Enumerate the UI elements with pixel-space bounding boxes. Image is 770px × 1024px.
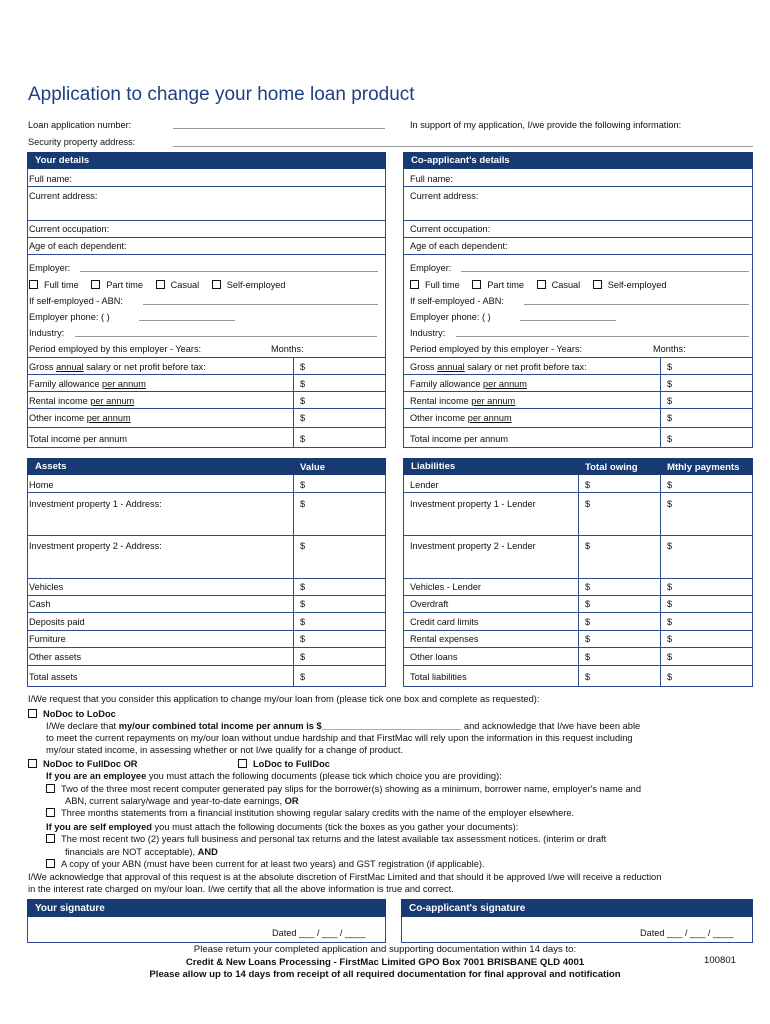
industry-field[interactable] bbox=[75, 336, 377, 337]
security-address-field[interactable] bbox=[173, 146, 753, 147]
employer-field[interactable] bbox=[80, 271, 378, 272]
liability-payment[interactable]: $ bbox=[667, 617, 673, 627]
asset-row-value[interactable]: $ bbox=[300, 541, 306, 551]
liability-owing[interactable]: $ bbox=[585, 617, 591, 627]
abn-field[interactable] bbox=[143, 304, 378, 305]
dependents-label: Age of each dependent: bbox=[29, 241, 127, 251]
co-total-income-dollar[interactable]: $ bbox=[667, 434, 673, 444]
rental-income-dollar[interactable]: $ bbox=[300, 396, 306, 406]
co-industry-field[interactable] bbox=[456, 336, 749, 337]
co-other-income-label: Other income per annum bbox=[410, 413, 512, 423]
family-allowance-label: Family allowance per annum bbox=[29, 379, 146, 389]
current-occupation-label: Current occupation: bbox=[29, 224, 110, 234]
loan-number-label: Loan application number: bbox=[28, 120, 132, 130]
co-rental-income-dollar[interactable]: $ bbox=[667, 396, 673, 406]
nodoc-to-lodoc-checkbox[interactable] bbox=[28, 709, 37, 718]
employee-instructions: If you are an employee you must attach the following documents (please tick which choice you are providing): bbox=[46, 771, 502, 781]
casual-checkbox[interactable] bbox=[156, 280, 165, 289]
acknowledgement-line2: in the interest rate charged on my/our loan. I/we certify that all the above information is true and correct. bbox=[28, 884, 454, 894]
asset-row-label: Home bbox=[29, 480, 54, 490]
total-assets-label: Total assets bbox=[29, 672, 78, 682]
employer-label: Employer: bbox=[29, 263, 71, 273]
coapplicant-signature-dated[interactable]: Dated ___ / ___ / ____ bbox=[640, 928, 734, 938]
nodoc-to-fulldoc-checkbox[interactable] bbox=[28, 759, 37, 768]
support-text: In support of my application, I/we provide the following information: bbox=[410, 120, 682, 130]
total-income-label: Total income per annum bbox=[29, 434, 128, 444]
lodoc-to-fulldoc-checkbox[interactable] bbox=[238, 759, 247, 768]
co-employer-phone-label: Employer phone: ( ) bbox=[410, 312, 491, 322]
asset-row-label: Cash bbox=[29, 599, 51, 609]
co-casual-checkbox[interactable] bbox=[537, 280, 546, 289]
monthly-payments-header: Mthly payments bbox=[667, 462, 740, 473]
co-employer-label: Employer: bbox=[410, 263, 452, 273]
co-current-occupation-label: Current occupation: bbox=[410, 224, 491, 234]
asset-row-label: Investment property 2 - Address: bbox=[29, 541, 162, 551]
asset-row-label: Vehicles bbox=[29, 582, 64, 592]
co-full-name-label: Full name: bbox=[410, 174, 453, 184]
co-family-allowance-dollar[interactable]: $ bbox=[667, 379, 673, 389]
loan-number-field[interactable] bbox=[173, 128, 385, 129]
self-employed-checkbox[interactable] bbox=[212, 280, 221, 289]
liability-payment[interactable]: $ bbox=[667, 541, 673, 551]
liability-payment[interactable]: $ bbox=[667, 499, 673, 509]
industry-label: Industry: bbox=[29, 328, 65, 338]
liability-row-label: Vehicles - Lender bbox=[410, 582, 481, 592]
co-dependents-label: Age of each dependent: bbox=[410, 241, 508, 251]
coapplicant-signature-header: Co-applicant's signature bbox=[401, 899, 753, 917]
asset-row-value[interactable]: $ bbox=[300, 480, 306, 490]
asset-row-value[interactable]: $ bbox=[300, 582, 306, 592]
footer-return-note: Please return your completed application and supporting documentation within 14 days to: bbox=[193, 944, 577, 955]
casual-option[interactable]: Casual bbox=[156, 280, 200, 290]
liability-row-label: Other loans bbox=[410, 652, 458, 662]
gross-salary-dollar[interactable]: $ bbox=[300, 362, 306, 372]
liability-row-label: Overdraft bbox=[410, 599, 449, 609]
full-time-checkbox[interactable] bbox=[29, 280, 38, 289]
part-time-option[interactable]: Part time bbox=[91, 280, 143, 290]
lodoc-declaration-line3: my/our stated income, in assessing whether or not I/we qualify for a change of product. bbox=[46, 745, 404, 755]
other-income-label: Other income per annum bbox=[29, 413, 131, 423]
asset-row-label: Furniture bbox=[29, 634, 66, 644]
lodoc-declaration-line2: to meet the current repayments on my/our loan without undue hardship and that FirstMac will rely upon the information in this request including bbox=[46, 733, 633, 743]
nodoc-to-fulldoc-option[interactable]: NoDoc to FullDoc OR bbox=[28, 758, 138, 771]
co-full-time-checkbox[interactable] bbox=[410, 280, 419, 289]
asset-row-label: Deposits paid bbox=[29, 617, 85, 627]
self-employed-instructions: If you are self employed you must attach the following documents (tick the boxes as you gather your documents): bbox=[46, 822, 519, 832]
acknowledgement-line1: I/We acknowledge that approval of this request is at the absolute discretion of FirstMac Limited and that should it be approved I/we will receive a reduction bbox=[28, 872, 662, 882]
bank-statements-option[interactable]: Three months statements from a financial institution showing regular salary credits with the name of the employer elsewhere. bbox=[46, 807, 574, 820]
tax-returns-option-line2: financials are NOT acceptable), AND bbox=[65, 847, 218, 857]
period-years-label: Period employed by this employer - Years: bbox=[29, 344, 202, 354]
asset-row-value[interactable]: $ bbox=[300, 652, 306, 662]
employer-phone-label: Employer phone: ( ) bbox=[29, 312, 110, 322]
abn-copy-option[interactable]: A copy of your ABN (must have been current for at least two years) and GST registration (if applicable). bbox=[46, 858, 485, 871]
liability-owing[interactable]: $ bbox=[585, 634, 591, 644]
co-full-time-option[interactable]: Full time bbox=[410, 280, 460, 290]
liabilities-header: Liabilities bbox=[403, 458, 753, 475]
full-time-option[interactable]: Full time bbox=[29, 280, 79, 290]
payslips-checkbox[interactable] bbox=[46, 784, 55, 793]
liability-payment[interactable]: $ bbox=[667, 652, 673, 662]
liability-payment[interactable]: $ bbox=[667, 599, 673, 609]
liability-row-label: Investment property 1 - Lender bbox=[410, 499, 536, 509]
lodoc-declaration: I/We declare that my/our combined total income per annum is $___________________________ and acknowledge that I/we have been able bbox=[46, 721, 641, 731]
period-months-label: Months: bbox=[271, 344, 304, 354]
employer-phone-field[interactable] bbox=[139, 320, 235, 321]
co-period-years-label: Period employed by this employer - Years: bbox=[410, 344, 583, 354]
co-rental-income-label: Rental income per annum bbox=[410, 396, 516, 406]
liability-owing[interactable]: $ bbox=[585, 480, 591, 490]
total-owing-header: Total owing bbox=[585, 462, 638, 473]
liability-owing[interactable]: $ bbox=[585, 652, 591, 662]
self-employed-option[interactable]: Self-employed bbox=[212, 280, 286, 290]
co-current-address-label: Current address: bbox=[410, 191, 479, 201]
total-liabilities-payment[interactable]: $ bbox=[667, 672, 673, 682]
liability-row-label: Lender bbox=[410, 480, 439, 490]
tax-returns-checkbox[interactable] bbox=[46, 834, 55, 843]
tax-returns-option[interactable]: The most recent two (2) years full business and personal tax returns and the latest available tax assessment notices. (interim or draft bbox=[46, 833, 606, 846]
liability-payment[interactable]: $ bbox=[667, 634, 673, 644]
rental-income-label: Rental income per annum bbox=[29, 396, 135, 406]
liability-owing[interactable]: $ bbox=[585, 499, 591, 509]
liability-owing[interactable]: $ bbox=[585, 599, 591, 609]
request-intro: I/We request that you consider this application to change my/our loan from (please tick one box and complete as requested): bbox=[28, 694, 540, 704]
co-family-allowance-label: Family allowance per annum bbox=[410, 379, 527, 389]
co-abn-label: If self-employed - ABN: bbox=[410, 296, 504, 306]
liability-owing[interactable]: $ bbox=[585, 582, 591, 592]
coapplicant-details-header: Co-applicant's details bbox=[403, 152, 753, 169]
co-employer-phone-field[interactable] bbox=[520, 320, 616, 321]
family-allowance-dollar[interactable]: $ bbox=[300, 379, 306, 389]
liability-owing[interactable]: $ bbox=[585, 541, 591, 551]
page-title: Application to change your home loan product bbox=[28, 84, 415, 105]
asset-row-value[interactable]: $ bbox=[300, 634, 306, 644]
form-code: 100801 bbox=[704, 955, 737, 966]
co-period-months-label: Months: bbox=[653, 344, 686, 354]
asset-row-label: Other assets bbox=[29, 652, 82, 662]
current-address-label: Current address: bbox=[29, 191, 98, 201]
total-assets-value[interactable]: $ bbox=[300, 672, 306, 682]
co-gross-salary-dollar[interactable]: $ bbox=[667, 362, 673, 372]
security-address-label: Security property address: bbox=[28, 137, 136, 147]
asset-row-label: Investment property 1 - Address: bbox=[29, 499, 162, 509]
your-signature-dated[interactable]: Dated ___ / ___ / ____ bbox=[272, 928, 366, 938]
co-part-time-checkbox[interactable] bbox=[472, 280, 481, 289]
payslips-option[interactable]: Two of the three most recent computer generated pay slips for the borrower(s) showing as a minimum, borrower name, employer's name and bbox=[46, 783, 641, 796]
employment-type-row bbox=[29, 280, 286, 290]
total-liabilities-owing[interactable]: $ bbox=[585, 672, 591, 682]
payslips-option-line2: ABN, current salary/wage and year-to-date earnings, OR bbox=[65, 796, 299, 806]
co-total-income-label: Total income per annum bbox=[410, 434, 509, 444]
other-income-dollar[interactable]: $ bbox=[300, 413, 306, 423]
abn-label: If self-employed - ABN: bbox=[29, 296, 123, 306]
liability-payment[interactable]: $ bbox=[667, 480, 673, 490]
liability-row-label: Credit card limits bbox=[410, 617, 479, 627]
co-self-employed-checkbox[interactable] bbox=[593, 280, 602, 289]
total-liabilities-label: Total liabilities bbox=[410, 672, 467, 682]
lodoc-to-fulldoc-option[interactable]: LoDoc to FullDoc bbox=[238, 758, 330, 771]
your-details-header: Your details bbox=[27, 152, 386, 169]
nodoc-to-lodoc-option[interactable]: NoDoc to LoDoc bbox=[28, 708, 116, 721]
asset-row-value[interactable]: $ bbox=[300, 499, 306, 509]
full-name-label: Full name: bbox=[29, 174, 72, 184]
co-abn-field[interactable] bbox=[524, 304, 749, 305]
gross-salary-label: Gross annual salary or net profit before tax: bbox=[29, 362, 206, 372]
co-employer-field[interactable] bbox=[461, 271, 749, 272]
assets-value-header: Value bbox=[300, 462, 326, 473]
co-other-income-dollar[interactable]: $ bbox=[667, 413, 673, 423]
your-signature-header: Your signature bbox=[27, 899, 386, 917]
co-industry-label: Industry: bbox=[410, 328, 446, 338]
co-casual-option[interactable]: Casual bbox=[537, 280, 581, 290]
liability-row-label: Investment property 2 - Lender bbox=[410, 541, 536, 551]
asset-row-value[interactable]: $ bbox=[300, 599, 306, 609]
part-time-checkbox[interactable] bbox=[91, 280, 100, 289]
co-part-time-option[interactable]: Part time bbox=[472, 280, 524, 290]
liability-payment[interactable]: $ bbox=[667, 582, 673, 592]
total-income-dollar[interactable]: $ bbox=[300, 434, 306, 444]
bank-statements-checkbox[interactable] bbox=[46, 808, 55, 817]
footer-address: Credit & New Loans Processing - FirstMac Limited GPO Box 7001 BRISBANE QLD 4001 bbox=[185, 957, 585, 968]
assets-header: Assets bbox=[27, 458, 386, 475]
footer-approval-note: Please allow up to 14 days from receipt of all required documentation for final approval and notification bbox=[149, 969, 621, 980]
co-employment-type-row bbox=[410, 280, 667, 290]
abn-copy-checkbox[interactable] bbox=[46, 859, 55, 868]
co-gross-salary-label: Gross annual salary or net profit before tax: bbox=[410, 362, 587, 372]
liability-row-label: Rental expenses bbox=[410, 634, 479, 644]
co-self-employed-option[interactable]: Self-employed bbox=[593, 280, 667, 290]
asset-row-value[interactable]: $ bbox=[300, 617, 306, 627]
